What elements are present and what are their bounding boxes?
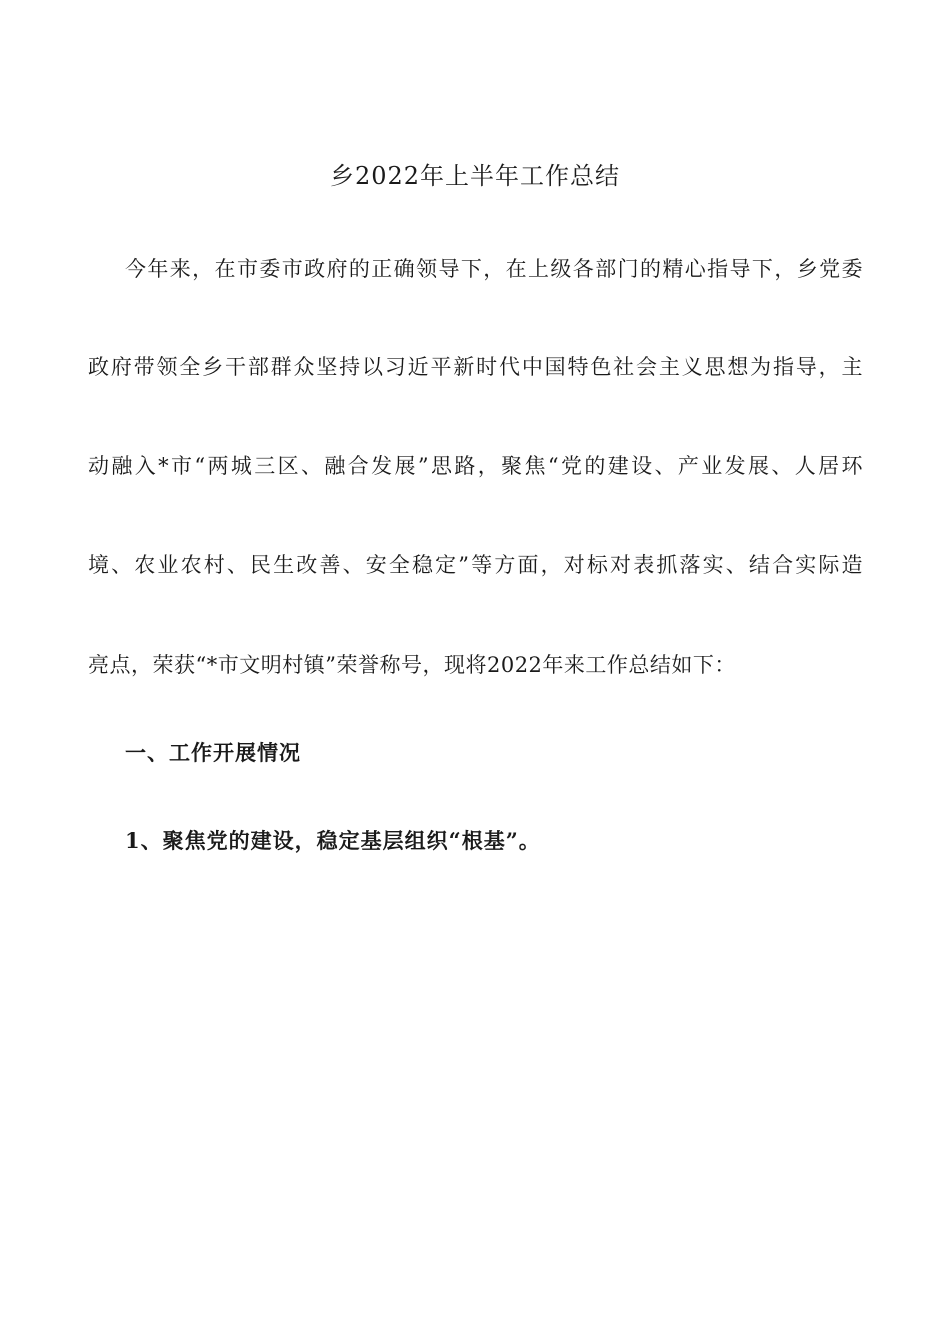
subsection-heading: 1、聚焦党的建设，稳定基层组织“根基”。 (125, 828, 541, 853)
paragraph-line: 境、农业农村、民生改善、安全稳定”等方面，对标对表抓落实、结合实际造 (88, 553, 863, 577)
paragraph-line: 今年来，在市委市政府的正确领导下，在上级各部门的精心指导下，乡党委 (125, 257, 863, 281)
paragraph-line: 亮点，荣获“*市文明村镇”荣誉称号，现将2022年来工作总结如下： (88, 653, 736, 677)
paragraph-line: 政府带领全乡干部群众坚持以习近平新时代中国特色社会主义思想为指导，主 (88, 355, 863, 379)
paragraph-line: 动融入*市“两城三区、融合发展”思路，聚焦“党的建设、产业发展、人居环 (88, 454, 863, 478)
section-heading: 一、工作开展情况 (125, 740, 301, 765)
document-title: 乡2022年上半年工作总结 (329, 162, 621, 190)
